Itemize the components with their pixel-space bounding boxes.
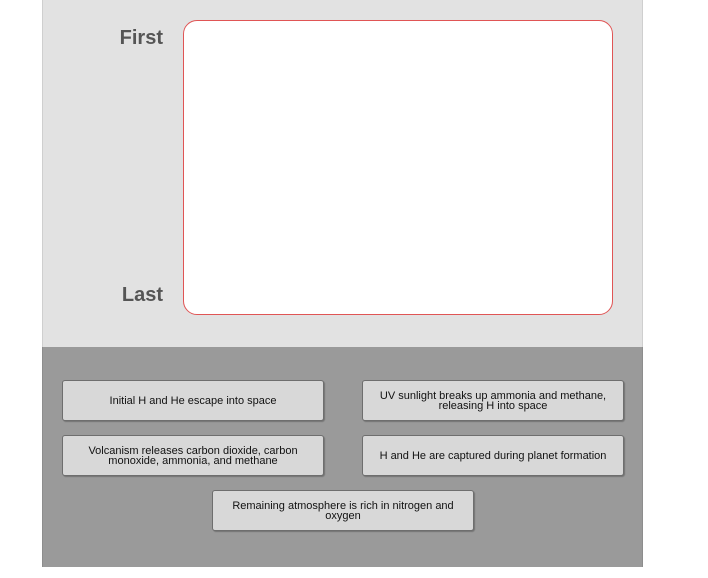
card-text: Initial H and He escape into space	[109, 394, 277, 407]
last-label: Last	[121, 284, 163, 306]
card-text: Remaining atmosphere is rich in nitrogen and oxygen	[232, 499, 454, 522]
draggable-card[interactable]	[62, 435, 324, 476]
first-label: First	[119, 27, 163, 49]
card-text: UV sunlight breaks up ammonia and methane, releasing H into space	[379, 389, 607, 412]
draggable-card[interactable]	[62, 380, 324, 421]
card-text: Volcanism releases carbon dioxide, carbon monoxide, ammonia, and methane	[88, 444, 298, 467]
draggable-card[interactable]	[212, 490, 474, 531]
draggable-card[interactable]	[362, 380, 624, 421]
card-text: H and He are captured during planet formation	[379, 449, 607, 462]
draggable-card[interactable]	[362, 435, 624, 476]
ordering-drop-zone[interactable]	[183, 20, 613, 315]
